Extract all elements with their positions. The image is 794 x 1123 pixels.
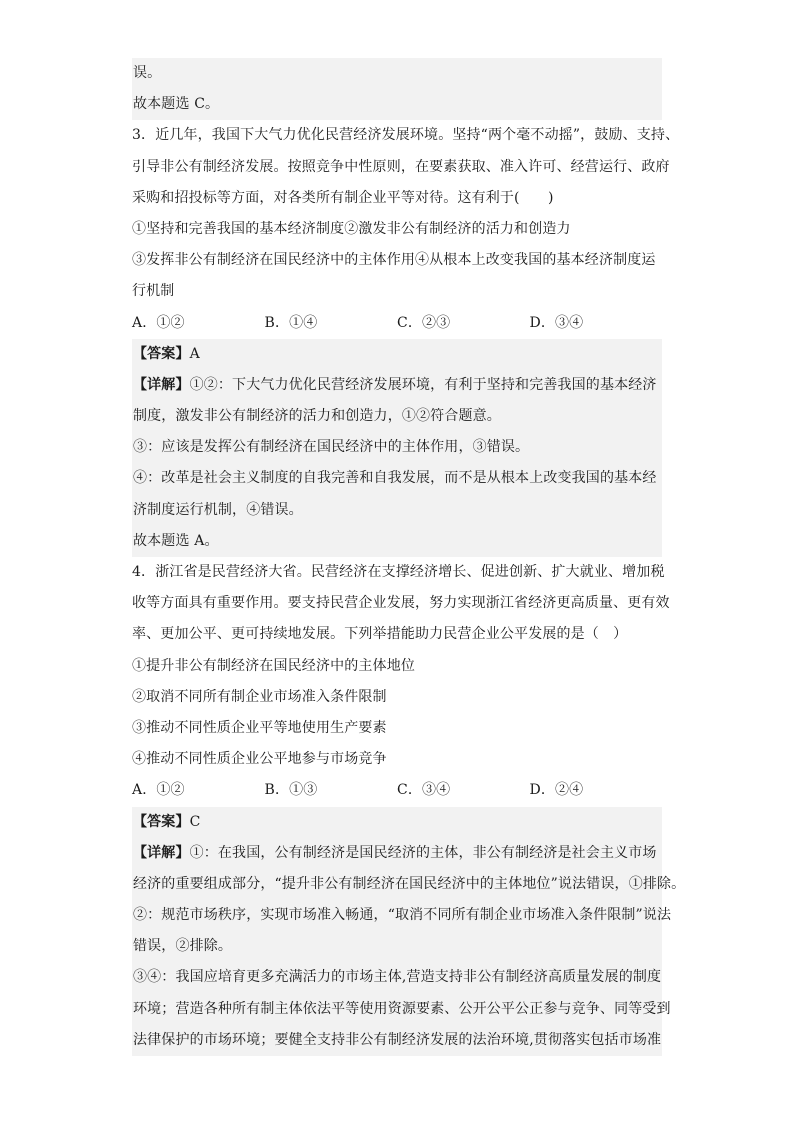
text-line: 行机制 [132,283,175,300]
text-line: 制度，激发非公有制经济的活力和创造力，①②符合题意。 [132,401,662,432]
text-line: ③④：我国应培育更多充满活力的市场主体,营造支持非公有制经济高质量发展的制度 [132,962,662,993]
text-line: ④推动不同性质企业公平地参与市场竞争 [132,751,387,768]
text-line: 引导非公有制经济发展。按照竞争中性原则，在要素获取、准入许可、经营运行、政府 [132,158,670,175]
text-line: ②取消不同所有制企业市场准入条件限制 [132,688,387,705]
option-3: D．②④ [529,782,584,799]
option-0: A．①② [132,782,185,799]
text-line: ③：应该是发挥公有制经济在国民经济中的主体作用，③错误。 [132,432,662,463]
text-line: 【答案】C [132,807,662,838]
text-line: 误。 [132,58,662,89]
text-line: 收等方面具有重要作用。要支持民营企业发展，努力实现浙江省经济更高质量、更有效 [132,595,670,612]
option-0: A．①② [132,314,185,331]
text-line: 采购和招投标等方面，对各类所有制企业平等对待。这有利于( ) [132,189,554,206]
document-page [132,58,686,1056]
text-line: ④：改革是社会主义制度的自我完善和自我发展，而不是从根本上改变我国的基本经 [132,463,662,494]
text-line: 3．近几年，我国下大气力优化民营经济发展环境。坚持“两个毫不动摇”，鼓励、支持、 [132,127,680,144]
answer-options [132,308,662,339]
text-line: 环境；营造各种所有制主体依法平等使用资源要素、公开公平公正参与竞争、同等受到 [132,994,662,1025]
option-2: C．③④ [397,782,451,799]
text-line: 4．浙江省是民营经济大省。民营经济在支撑经济增长、促进创新、扩大就业、增加税 [132,564,665,580]
option-1: B．①④ [264,314,318,331]
text-line: 济制度运行机制，④错误。 [132,495,662,526]
option-2: C．②③ [397,314,451,331]
text-line: ③推动不同性质企业平等地使用生产要素 [132,719,387,736]
text-line: 故本题选 A。 [132,526,662,557]
text-line: ③发挥非公有制经济在国民经济中的主体作用④从根本上改变我国的基本经济制度运 [132,252,656,269]
text-line: ①坚持和完善我国的基本经济制度②激发非公有制经济的活力和创造力 [132,220,571,237]
option-3: D．③④ [529,314,584,331]
section-label: 【详解】 [133,844,190,861]
text-line: 【详解】①：在我国，公有制经济是国民经济的主体，非公有制经济是社会主义市场 [132,838,662,869]
section-label: 【答案】 [133,813,190,830]
text-line: 错误，②排除。 [132,931,662,962]
section-label: 【详解】 [133,376,190,393]
section-label: 【答案】 [133,345,190,362]
text-line: ②：规范市场秩序，实现市场准入畅通，“取消不同所有制企业市场准入条件限制”说法 [132,900,662,931]
text-line: 法律保护的市场环境；要健全支持非公有制经济发展的法治环境,贯彻落实包括市场准 [132,1025,662,1056]
text-line: 【答案】A [132,339,662,370]
text-line: 故本题选 C。 [132,89,662,120]
option-1: B．①③ [264,782,318,799]
answer-options [132,775,662,806]
text-line: 率、更加公平、更可持续地发展。下列举措能助力民营企业公平发展的是（ ） [132,626,628,643]
text-line: 经济的重要组成部分，“提升非公有制经济在国民经济中的主体地位”说法错误，①排除。 [132,869,662,900]
text-line: 【详解】①②：下大气力优化民营经济发展环境，有利于坚持和完善我国的基本经济 [132,370,662,401]
text-line: ①提升非公有制经济在国民经济中的主体地位 [132,657,415,674]
